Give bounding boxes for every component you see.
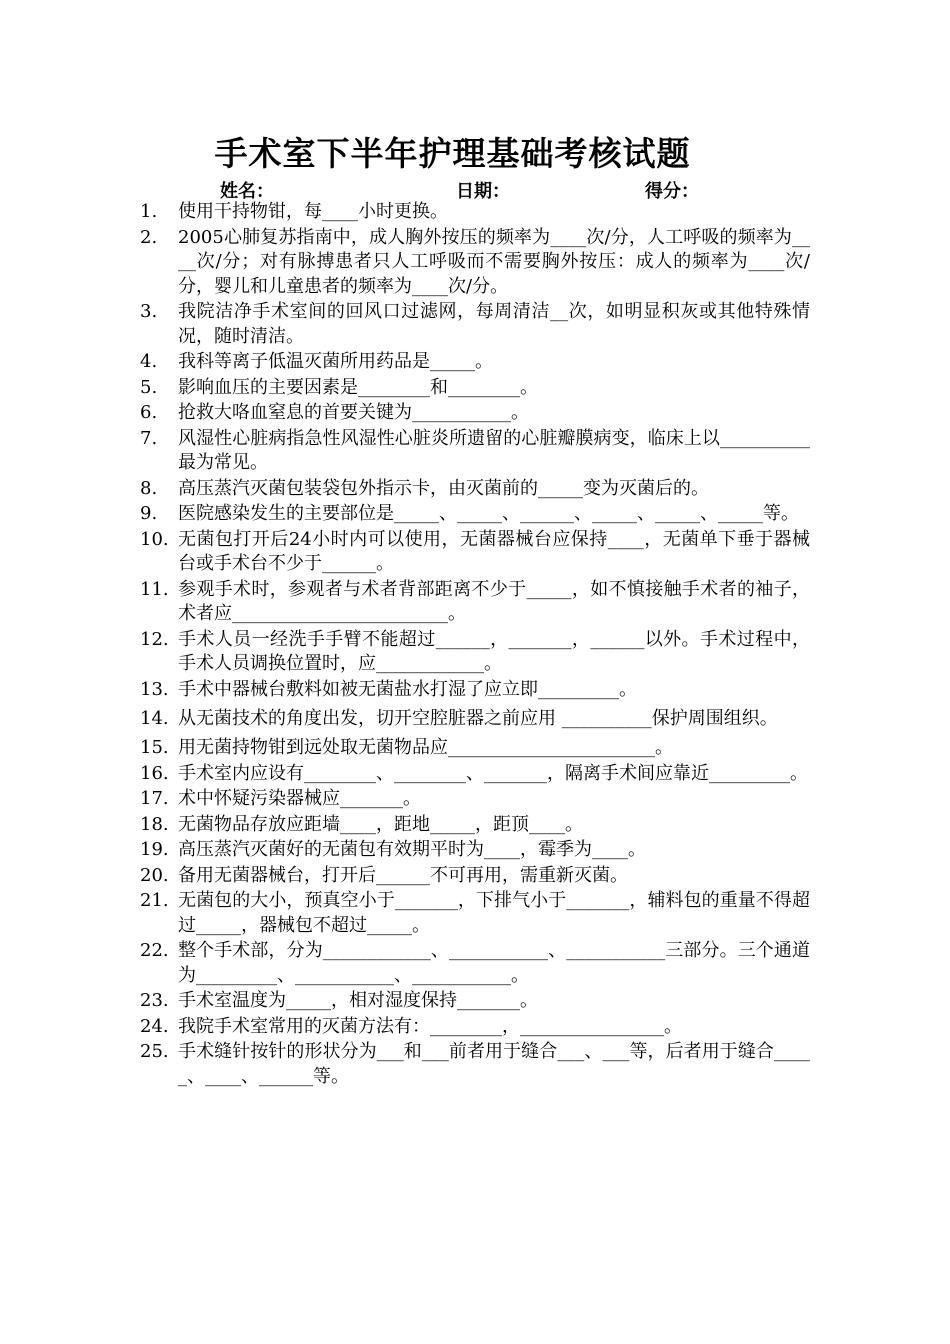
question-text: 手术室内应设有________、________、_______，隔离手术间应靠近_________。 (178, 762, 808, 784)
question-text: 无菌包的大小，预真空小于_______，下排气小于_______，辅料包的重量不得超过_____，器械包不超过_____。 (178, 890, 810, 936)
question-item (140, 678, 810, 703)
question-number: 23. (140, 990, 169, 1011)
question-number: 16. (140, 762, 169, 784)
question-item (140, 762, 810, 787)
question-number: 14. (140, 708, 169, 729)
question-number: 7. (140, 427, 158, 449)
question-item (140, 838, 810, 863)
question-text: 备用无菌器械台，打开后______不可再用，需重新灭菌。 (178, 864, 628, 886)
question-list (140, 200, 810, 1090)
question-text: 无菌物品存放应距墙____，距地_____，距顶____。 (178, 813, 583, 835)
question-text: 手术缝针按针的形状分为___和___前者用于缝合___、___等，后者用于缝合_____、____、______等。 (178, 1041, 810, 1087)
question-number: 3. (140, 301, 158, 322)
question-text: 我院洁净手术室间的回风口过滤网，每周清洁__次，如明显积灰或其他特殊情况，随时清洁。 (178, 301, 810, 347)
question-text: 手术室温度为_____，相对湿度保持_______。 (178, 990, 538, 1011)
page-title: 手术室下半年护理基础考核试题 (214, 134, 691, 173)
question-item (140, 736, 810, 761)
question-item (140, 528, 810, 577)
question-item (140, 401, 810, 426)
question-item (140, 703, 810, 735)
question-number: 2. (140, 226, 158, 248)
question-number: 9. (140, 503, 158, 524)
question-text: 术中怀疑污染器械应_______。 (178, 788, 421, 809)
question-item (140, 502, 810, 527)
question-number: 12. (140, 628, 169, 650)
question-number: 20. (140, 864, 169, 886)
question-number: 4. (140, 351, 158, 372)
question-text: 我科等离子低温灭菌所用药品是_____。 (178, 351, 493, 372)
question-text: 风湿性心脏病指急性风湿性心脏炎所遗留的心脏瓣膜病变，临床上以__________最为常见。 (178, 427, 810, 473)
question-item (140, 578, 810, 627)
question-number: 15. (140, 737, 169, 758)
question-number: 8. (140, 477, 158, 499)
question-text: 使用干持物钳，每____小时更换。 (178, 201, 448, 222)
question-number: 5. (140, 376, 158, 398)
question-text: 无菌包打开后24小时内可以使用，无菌器械台应保持____，无菌单下垂于器械台或手术台不少于______。 (178, 528, 810, 574)
question-item (140, 376, 810, 401)
question-number: 17. (140, 788, 169, 809)
question-item (140, 787, 810, 812)
question-number: 6. (140, 402, 158, 423)
question-item (140, 889, 810, 938)
question-number: 10. (140, 528, 169, 550)
question-number: 1. (140, 201, 158, 222)
question-text: 高压蒸汽灭菌好的无菌包有效期平时为____，霉季为____。 (178, 839, 646, 860)
question-text: 用无菌持物钳到远处取无菌物品应_______________________。 (178, 737, 673, 758)
question-text: 手术人员一经洗手手臂不能超过______，_______，______以外。手术过程中，手术人员调换位置时，应____________。 (178, 628, 810, 674)
question-text: 医院感染发生的主要部位是_____、_____、______、_____、_____、_____等。 (178, 503, 799, 524)
question-number: 13. (140, 678, 169, 700)
question-number: 18. (140, 813, 169, 835)
question-item (140, 200, 810, 225)
question-number: 24. (140, 1015, 169, 1037)
question-text: 手术中器械台敷料如被无菌盐水打湿了应立即_________。 (178, 678, 637, 700)
question-item (140, 1015, 810, 1040)
question-text: 抢救大咯血窒息的首要关键为___________。 (178, 402, 529, 423)
question-number: 25. (140, 1041, 169, 1062)
question-text: 影响血压的主要因素是________和________。 (178, 376, 538, 398)
question-item (140, 939, 810, 988)
question-item (140, 350, 810, 375)
question-text: 整个手术部，分为____________、___________、___________三部分。三个通道为_________、___________、___________。 (178, 940, 810, 986)
question-item (140, 226, 810, 300)
question-text: 我院手术室常用的灭菌方法有：________，________________。 (178, 1015, 682, 1037)
question-text: 2005心肺复苏指南中，成人胸外按压的频率为____次/分，人工呼吸的频率为____次/分；对有脉搏患者只人工呼吸而不需要胸外按压：成人的频率为____次/分，婴儿和儿童患者的频率为____次/分。 (178, 226, 810, 297)
question-text: 从无菌技术的角度出发，切开空腔脏器之前应用 __________保护周围组织。 (178, 708, 778, 729)
question-item (140, 628, 810, 677)
date-label: 日期： (456, 181, 510, 202)
name-label: 姓名： (220, 181, 274, 202)
question-text: 高压蒸汽灭菌包装袋包外指示卡，由灭菌前的_____变为灭菌后的。 (178, 477, 709, 499)
question-item (140, 813, 810, 838)
question-item (140, 989, 810, 1014)
question-item (140, 477, 810, 502)
question-text: 参观手术时，参观者与术者背部距离不少于_____，如不慎接触手术者的袖子，术者应________________________。 (178, 578, 810, 624)
question-number: 22. (140, 940, 169, 961)
question-number: 19. (140, 839, 169, 860)
question-number: 11. (140, 578, 169, 600)
score-label: 得分： (645, 181, 699, 202)
question-item (140, 864, 810, 889)
question-item (140, 1040, 810, 1089)
question-item (140, 427, 810, 476)
question-number: 21. (140, 890, 169, 911)
question-item (140, 300, 810, 349)
